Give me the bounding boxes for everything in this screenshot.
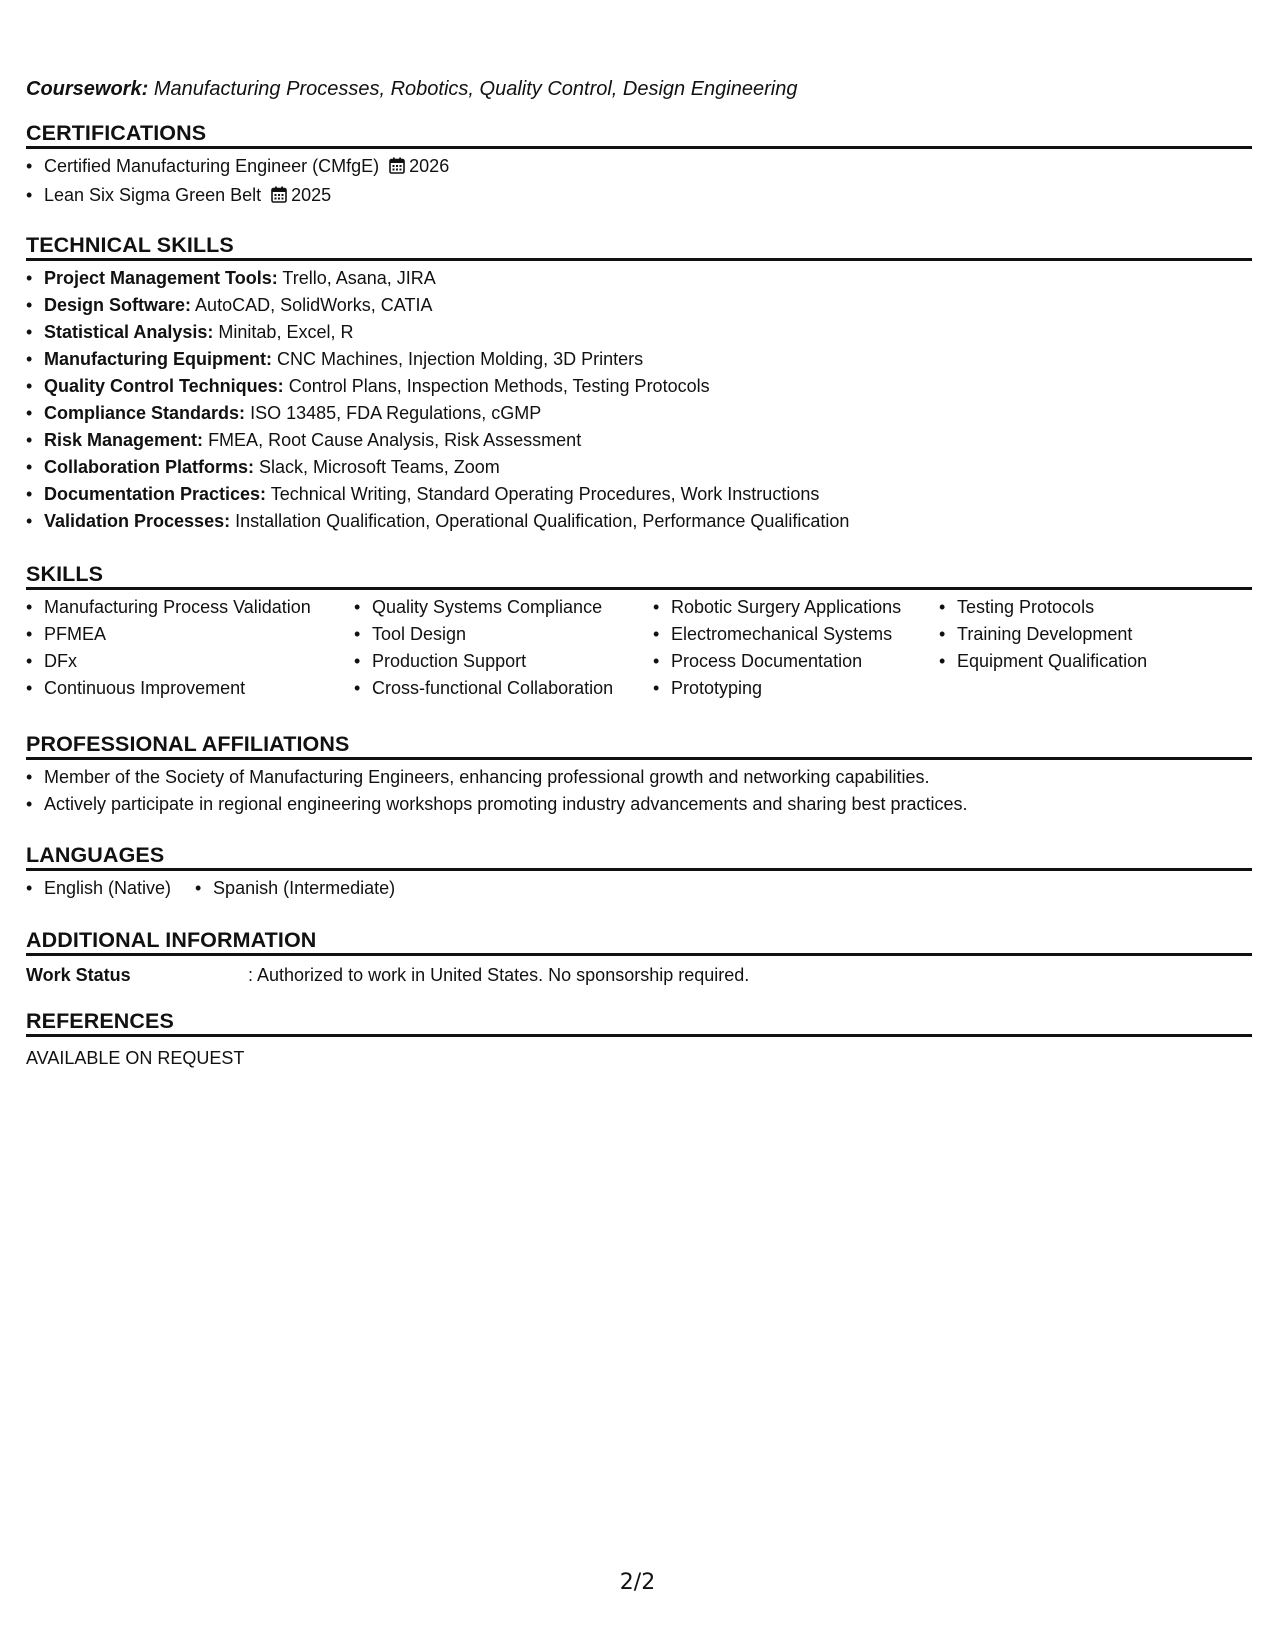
skill-item: • Tool Design: [354, 621, 653, 648]
coursework-line: [26, 78, 797, 101]
technical-skill-value: Technical Writing, Standard Operating Procedures, Work Instructions: [270, 484, 820, 504]
skill-item: • Quality Systems Compliance: [354, 594, 653, 621]
certification-name: Certified Manufacturing Engineer (CMfgE): [44, 156, 380, 176]
skill-item: • DFx: [26, 648, 354, 675]
skills-column: [354, 594, 653, 702]
languages-list: [26, 871, 1252, 902]
languages-section: [26, 839, 1252, 902]
certifications-section: [26, 117, 1252, 211]
technical-skill-label: Statistical Analysis:: [44, 322, 214, 342]
language-item: • English (Native): [26, 875, 171, 902]
skills-title: SKILLS: [26, 558, 1252, 590]
technical-skill-label: Compliance Standards:: [44, 403, 246, 423]
technical-skill-label: Manufacturing Equipment:: [44, 349, 272, 369]
calendar-icon: [271, 184, 287, 211]
skills-section: [26, 558, 1252, 702]
technical-skill-item: [26, 346, 1252, 373]
technical-skill-item: [26, 427, 1252, 454]
work-status-value: : Authorized to work in United States. No sponsorship required.: [248, 965, 750, 985]
technical-skill-label: Collaboration Platforms:: [44, 457, 255, 477]
affiliations-section: [26, 728, 1252, 818]
additional-info-title: ADDITIONAL INFORMATION: [26, 924, 1252, 956]
certification-year: 2025: [291, 185, 332, 205]
skill-item: • Prototyping: [653, 675, 939, 702]
languages-title: LANGUAGES: [26, 839, 1252, 871]
certification-item: [26, 153, 1252, 182]
skill-item: • Electromechanical Systems: [653, 621, 939, 648]
skills-column: [26, 594, 354, 702]
references-section: [26, 1005, 1252, 1071]
technical-skills-title: TECHNICAL SKILLS: [26, 229, 1252, 261]
affiliation-item: • Actively participate in regional engineering workshops promoting industry advancements and sharing best practices.: [26, 791, 1252, 818]
technical-skill-item: [26, 319, 1252, 346]
references-title: REFERENCES: [26, 1005, 1252, 1037]
affiliation-item: • Member of the Society of Manufacturing Engineers, enhancing professional growth and networking capabilities.: [26, 764, 1252, 791]
technical-skill-label: Documentation Practices:: [44, 484, 267, 504]
technical-skill-value: Trello, Asana, JIRA: [282, 268, 436, 288]
technical-skill-item: [26, 481, 1252, 508]
technical-skill-label: Risk Management:: [44, 430, 204, 450]
skill-item: • Continuous Improvement: [26, 675, 354, 702]
skills-columns: [26, 590, 1252, 702]
technical-skill-label: Quality Control Techniques:: [44, 376, 284, 396]
technical-skill-value: ISO 13485, FDA Regulations, cGMP: [250, 403, 542, 423]
technical-skill-label: Project Management Tools:: [44, 268, 278, 288]
technical-skill-item: [26, 508, 1252, 535]
technical-skill-value: Slack, Microsoft Teams, Zoom: [259, 457, 500, 477]
technical-skill-value: Installation Qualification, Operational Qualification, Performance Qualification: [235, 511, 850, 531]
technical-skill-value: FMEA, Root Cause Analysis, Risk Assessment: [208, 430, 582, 450]
technical-skill-label: Design Software:: [44, 295, 192, 315]
coursework-text: Manufacturing Processes, Robotics, Quality Control, Design Engineering: [153, 78, 798, 100]
technical-skill-item: [26, 454, 1252, 481]
skills-column: [939, 594, 1239, 702]
certifications-title: CERTIFICATIONS: [26, 117, 1252, 149]
skill-item: • PFMEA: [26, 621, 354, 648]
affiliations-title: PROFESSIONAL AFFILIATIONS: [26, 728, 1252, 760]
certifications-list: [26, 149, 1252, 211]
skill-item: • Equipment Qualification: [939, 648, 1239, 675]
page-number: 2/2: [619, 1570, 656, 1595]
skill-item: • Manufacturing Process Validation: [26, 594, 354, 621]
skill-item: • Training Development: [939, 621, 1239, 648]
certification-name: Lean Six Sigma Green Belt: [44, 185, 262, 205]
coursework-label: Coursework:: [26, 78, 149, 100]
references-text: AVAILABLE ON REQUEST: [26, 1048, 245, 1068]
affiliations-list: [26, 760, 1252, 818]
technical-skill-item: [26, 265, 1252, 292]
technical-skill-value: Control Plans, Inspection Methods, Testing Protocols: [288, 376, 710, 396]
technical-skill-label: Validation Processes:: [44, 511, 231, 531]
technical-skill-value: AutoCAD, SolidWorks, CATIA: [195, 295, 433, 315]
work-status-label: Work Status: [26, 965, 131, 985]
certification-year: 2026: [409, 156, 450, 176]
technical-skill-value: Minitab, Excel, R: [218, 322, 354, 342]
technical-skills-section: [26, 229, 1252, 535]
skill-item: • Process Documentation: [653, 648, 939, 675]
technical-skill-value: CNC Machines, Injection Molding, 3D Printers: [277, 349, 644, 369]
skills-column: [653, 594, 939, 702]
additional-info-section: [26, 924, 1252, 988]
work-status-row: [26, 956, 1252, 988]
skill-item: • Testing Protocols: [939, 594, 1239, 621]
technical-skills-list: [26, 261, 1252, 535]
skill-item: • Cross-functional Collaboration: [354, 675, 653, 702]
skill-item: • Production Support: [354, 648, 653, 675]
technical-skill-item: [26, 292, 1252, 319]
skill-item: • Robotic Surgery Applications: [653, 594, 939, 621]
certification-item: [26, 182, 1252, 211]
technical-skill-item: [26, 373, 1252, 400]
calendar-icon: [389, 155, 405, 182]
language-item: • Spanish (Intermediate): [195, 875, 395, 902]
technical-skill-item: [26, 400, 1252, 427]
